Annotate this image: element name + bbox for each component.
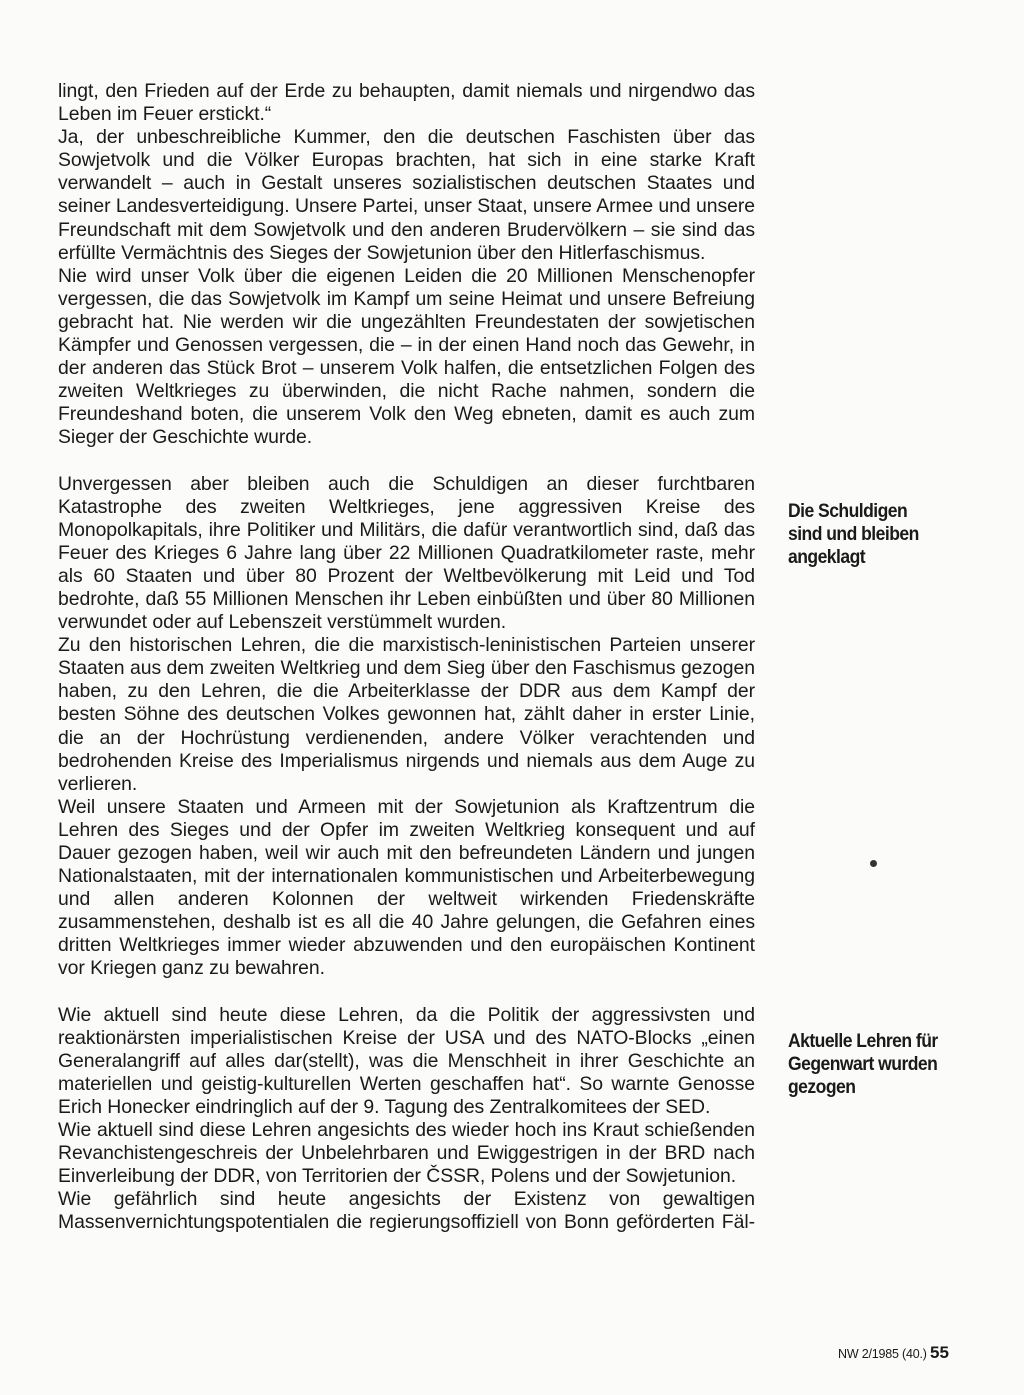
page-number: 55 xyxy=(930,1343,949,1362)
margin-heading-lessons: Aktuelle Lehren für Gegenwart wurden gezogen xyxy=(788,1030,938,1099)
paragraph: Unvergessen aber bleiben auch die Schuldigen an dieser furchtbaren Katastrophe des zweiten Weltkrieges, jene aggressiven Kreise des Monopolkapitals, ihre Politiker und Militärs, die dafür verantwortlich sind, daß das Feuer des Krieges 6 Jahre lang über 22 Millionen Quadratkilometer raste, mehr als 60 Staaten und über 80 Prozent der Weltbevölkerung mit Leid und Tod bedrohte, daß 55 Millionen Menschen ihr Leben einbüßten und über 80 Millionen verwundet oder auf Lebenszeit verstümmelt wurden. xyxy=(58,472,755,634)
section-gap xyxy=(58,981,755,1004)
section-gap xyxy=(58,450,755,473)
paragraph: Nie wird unser Volk über die eigenen Leiden die 20 Millionen Menschenopfer vergessen, die das Sowjetvolk im Kampf um seine Heimat und unsere Befreiung gebracht hat. Nie werden wir die ungezählten Freundestaten der sowjetischen Kämpfer und Genossen vergessen, die – in der einen Hand noch das Gewehr, in der anderen das Stück Brot – unserem Volk halfen, die entsetzlichen Folgen des zweiten Weltkrieges zu überwinden, die nicht Rache nahmen, sondern die Freundeshand boten, die unserem Volk den Weg ebneten, damit es auch zum Sieger der Geschichte wurde. xyxy=(58,264,755,449)
margin-heading-accused: Die Schuldigen sind und bleiben angeklagt xyxy=(788,500,919,569)
article-body xyxy=(58,80,755,1235)
paragraph: Wie aktuell sind diese Lehren angesichts des wieder hoch ins Kraut schießenden Revanchistengeschreis der Unbelehrbaren und Ewiggestrigen in der BRD nach Einverleibung der DDR, von Territorien der ČSSR, Polens und der Sowjetunion. xyxy=(58,1119,755,1188)
paragraph: Wie gefährlich sind heute angesichts der Existenz von gewaltigen Massenvernichtungspotentialen die regierungsoffiziell von Bonn geförderten Fäl- xyxy=(58,1188,755,1234)
print-speck xyxy=(870,860,877,867)
paragraph: Zu den historischen Lehren, die die marxistisch-leninistischen Parteien unserer Staaten aus dem zweiten Weltkrieg und dem Sieg über den Faschismus gezogen haben, zu den Lehren, die die Arbeiterklasse der DDR aus dem Kampf der besten Söhne des deutschen Volkes gewonnen hat, zählt daher in erster Linie, die an der Hochrüstung verdienenden, andere Völker verachtenden und bedrohenden Kreise des Imperialismus nirgends und niemals aus dem Auge zu verlieren. xyxy=(58,634,755,795)
paragraph: Ja, der unbeschreibliche Kummer, den die deutschen Faschisten über das Sowjetvolk und die Völker Europas brachten, hat sich in eine starke Kraft verwandelt – auch in Gestalt unseres sozialistischen deutschen Staates und seiner Landesverteidigung. Unsere Partei, unser Staat, unsere Armee und unsere Freundschaft mit dem Sowjetvolk und den anderen Brudervölkern – sie sind das erfüllte Vermächtnis des Sieges der Sowjetunion über den Hitlerfaschismus. xyxy=(58,126,755,264)
paragraph: Wie aktuell sind heute diese Lehren, da die Politik der aggressivsten und reaktionärsten imperialistischen Kreise der USA und des NATO-Blocks „einen Generalangriff auf alles dar(stellt), was die Menschheit in ihrer Geschichte an materiellen und geistig-kulturellen Werten geschaffen hat“. So warnte Genosse Erich Honecker eindringlich auf der 9. Tagung des Zentralkomitees der SED. xyxy=(58,1003,755,1118)
paragraph: Weil unsere Staaten und Armeen mit der Sowjetunion als Kraftzentrum die Lehren des Sieges und der Opfer im zweiten Weltkrieg konsequent und auf Dauer gezogen haben, weil wir auch mit den befreundeten Ländern und jungen Nationalstaaten, mit der internationalen kommunistischen und Arbeiterbewegung und allen anderen Kolonnen der weltweit wirkenden Friedenskräfte zusammenstehen, deshalb ist es all die 40 Jahre gelungen, die Gefahren eines dritten Weltkrieges immer wieder abzuwenden und den europäischen Kontinent vor Kriegen ganz zu bewahren. xyxy=(58,795,755,980)
issue-reference: NW 2/1985 (40.) xyxy=(838,1347,927,1361)
paragraph: lingt, den Frieden auf der Erde zu behaupten, damit niemals und nirgendwo das Leben im Feuer erstickt.“ xyxy=(58,80,755,126)
